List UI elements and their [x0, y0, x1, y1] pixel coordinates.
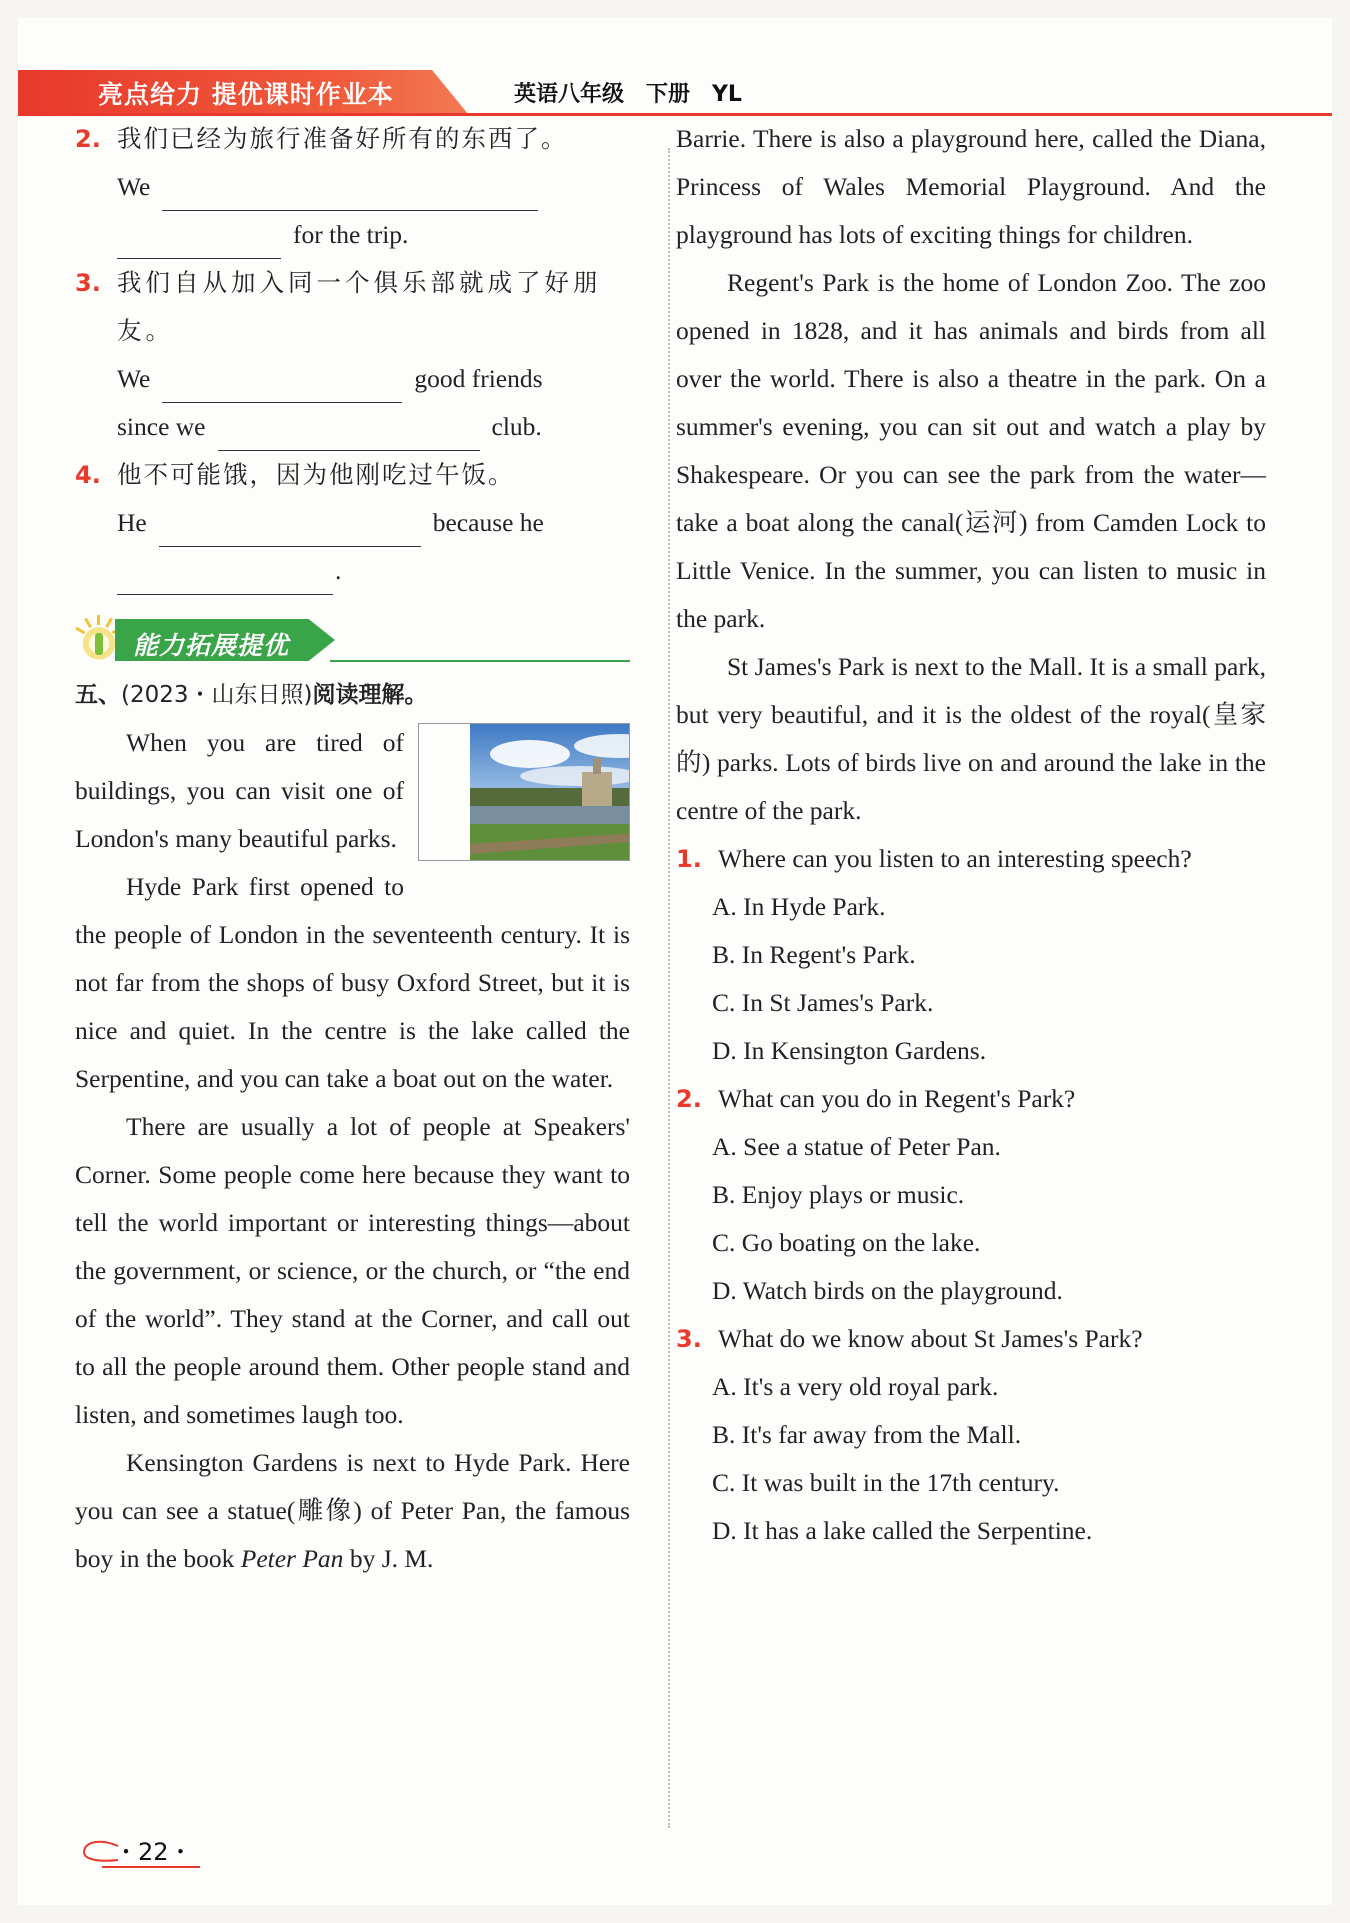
- page-number-area: [80, 1830, 230, 1870]
- park-photo: [418, 723, 630, 861]
- line-end: for the trip.: [293, 220, 409, 249]
- question-3-options: [676, 1363, 1266, 1555]
- page-number: ・22・: [114, 1838, 193, 1866]
- question-text: What do we know about St James's Park?: [718, 1324, 1143, 1353]
- chinese-sentence: 我们已经为旅行准备好所有的东西了。: [117, 124, 568, 153]
- question-1-options: [676, 883, 1266, 1075]
- option-d[interactable]: D. Watch birds on the playground.: [712, 1276, 1063, 1305]
- item-number: 4.: [75, 461, 101, 489]
- question-2-options: [676, 1123, 1266, 1315]
- option-a[interactable]: A. It's a very old royal park.: [712, 1372, 999, 1401]
- translation-item-2: [75, 115, 630, 259]
- banner-title: 能力拓展提优: [133, 631, 290, 660]
- option-d[interactable]: D. It has a lake called the Serpentine.: [712, 1516, 1093, 1545]
- option-a[interactable]: A. In Hyde Park.: [712, 892, 886, 921]
- question-number: 3.: [676, 1325, 702, 1353]
- line-end: club.: [491, 412, 542, 441]
- reading-heading: 五、(2023・山东日照)阅读理解。: [75, 682, 428, 708]
- reading-paragraph-3: There are usually a lot of people at Speakers' Corner. Some people come here because they want to tell the world important or interesting things—about the government, or science, or the church, or “the end of the world”. They stand at the Corner, and call out to all the people around them. Other people stand and listen, and sometimes laugh too.: [75, 1112, 630, 1429]
- answer-blank[interactable]: [159, 513, 421, 547]
- question-number: 1.: [676, 845, 702, 873]
- answer-blank[interactable]: [117, 561, 333, 595]
- park-illustration: [470, 724, 630, 861]
- option-a[interactable]: A. See a statue of Peter Pan.: [712, 1132, 1001, 1161]
- line-end: because he: [432, 508, 544, 537]
- translation-item-3: [75, 259, 630, 451]
- question-1: [676, 835, 1266, 883]
- reading-paragraph-5: Regent's Park is the home of London Zoo. The zoo opened in 1828, and it has animals and birds from all over the world. There is also a theatre in the park. On a summer's evening, you can sit out and watch a play by Shakespeare. Or you can see the park from the water—take a boat along the canal(运河) from Camden Lock to Little Venice. In the summer, you can listen to music in the park.: [676, 268, 1266, 633]
- book-subtitle: 英语八年级 下册 YL: [514, 82, 742, 107]
- source-note: (2023・山东日照): [121, 682, 313, 708]
- line-start: We: [117, 364, 151, 393]
- translation-item-4: [75, 451, 630, 595]
- question-3: [676, 1315, 1266, 1363]
- page: [18, 18, 1332, 1905]
- chinese-sentence: 他不可能饿，因为他刚吃过午饭。: [117, 460, 515, 489]
- answer-blank[interactable]: [162, 177, 538, 211]
- column-divider: [668, 148, 670, 1828]
- line-start: He: [117, 508, 147, 537]
- answer-blank[interactable]: [162, 369, 402, 403]
- option-b[interactable]: B. Enjoy plays or music.: [712, 1180, 965, 1209]
- option-d[interactable]: D. In Kensington Gardens.: [712, 1036, 987, 1065]
- banner-rule: [330, 660, 630, 662]
- line-end: good friends: [414, 364, 543, 393]
- chinese-sentence: 我们自从加入同一个俱乐部就成了好朋友。: [117, 268, 602, 345]
- option-c[interactable]: C. It was built in the 17th century.: [712, 1468, 1060, 1497]
- reading-paragraph-2: Hyde Park first opened to the people of London in the seventeenth century. It is not far from the shops of busy Oxford Street, but it is nice and quiet. In the centre is the lake called the Serpentine, and you can take a boat out on the water.: [75, 872, 630, 1093]
- book-title: 亮点给力 提优课时作业本: [98, 80, 394, 109]
- book-title-italic: Peter Pan: [240, 1544, 344, 1573]
- item-number: 2.: [75, 125, 101, 153]
- item-number: 3.: [75, 269, 101, 297]
- option-b[interactable]: B. It's far away from the Mall.: [712, 1420, 1022, 1449]
- right-column: [676, 115, 1266, 1555]
- line-start: We: [117, 172, 151, 201]
- question-2: [676, 1075, 1266, 1123]
- reading-paragraph-4: Kensington Gardens is next to Hyde Park. Here you can see a statue(雕像) of Peter Pan, the famous boy in the book Peter Pan by J. M.: [75, 1448, 630, 1573]
- option-b[interactable]: B. In Regent's Park.: [712, 940, 916, 969]
- answer-blank[interactable]: [218, 417, 480, 451]
- line-end: .: [335, 556, 342, 585]
- option-c[interactable]: C. Go boating on the lake.: [712, 1228, 981, 1257]
- reading-paragraph-4-continued: Barrie. There is also a playground here, called the Diana, Princess of Wales Memorial Playground. And the playground has lots of exciting things for children.: [676, 124, 1266, 249]
- question-number: 2.: [676, 1085, 702, 1113]
- question-text: Where can you listen to an interesting speech?: [718, 844, 1192, 873]
- line-start: since we: [117, 412, 206, 441]
- option-c[interactable]: C. In St James's Park.: [712, 988, 934, 1017]
- section-banner: [75, 613, 630, 669]
- page-number-underline: [102, 1866, 200, 1868]
- question-text: What can you do in Regent's Park?: [718, 1084, 1076, 1113]
- reading-paragraph-6: St James's Park is next to the Mall. It is a small park, but very beautiful, and it is the oldest of the royal(皇家的) parks. Lots of birds live on and around the lake in the centre of the park.: [676, 652, 1266, 825]
- answer-blank[interactable]: [117, 225, 281, 259]
- left-column: [75, 115, 630, 1583]
- page-header: [18, 70, 1332, 116]
- reading-paragraph-1: When you are tired of buildings, you can visit one of London's many beautiful parks.: [75, 719, 630, 863]
